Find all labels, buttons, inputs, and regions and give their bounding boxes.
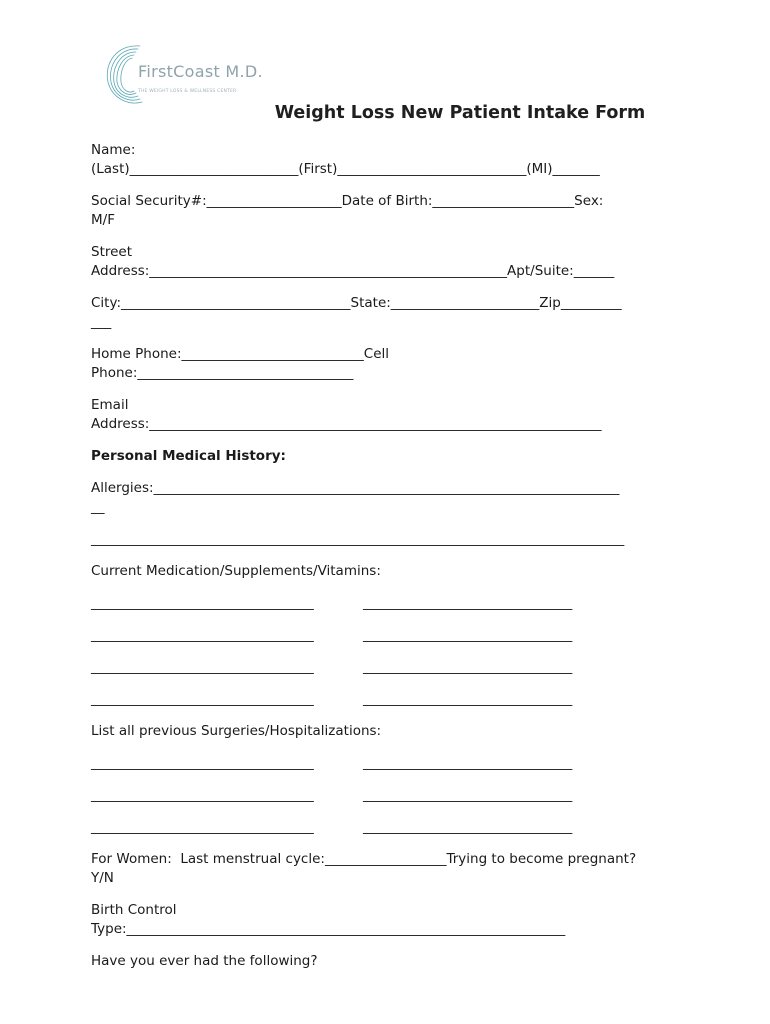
medication-blank[interactable]: _______________________________ bbox=[363, 659, 573, 675]
city-state-zip-field[interactable]: City:__________________________________State:______________________Zip_________ bbox=[91, 295, 622, 311]
logo-name: FirstCoast M.D. bbox=[138, 62, 263, 81]
surgery-row bbox=[91, 818, 691, 837]
surgery-blank[interactable]: _________________________________ bbox=[91, 819, 314, 835]
medication-row bbox=[91, 690, 691, 709]
form-title: Weight Loss New Patient Intake Form bbox=[274, 103, 646, 123]
medication-blank[interactable]: _______________________________ bbox=[363, 691, 573, 707]
logo-tagline: THE WEIGHT LOSS & WELLNESS CENTER bbox=[138, 89, 237, 94]
city-line-overflow: ___ bbox=[91, 314, 112, 330]
medication-blank[interactable]: _______________________________ bbox=[363, 627, 573, 643]
medication-row bbox=[91, 658, 691, 677]
medication-blank[interactable]: _________________________________ bbox=[91, 691, 314, 707]
firstcoast-logo bbox=[102, 42, 282, 108]
surgery-blank[interactable]: _______________________________ bbox=[363, 819, 573, 835]
pregnant-options: Y/N bbox=[91, 870, 114, 886]
medication-blank[interactable]: _________________________________ bbox=[91, 627, 314, 643]
surgery-blank[interactable]: _________________________________ bbox=[91, 755, 314, 771]
birth-control-label: Birth Control bbox=[91, 902, 177, 918]
medical-history-heading: Personal Medical History: bbox=[91, 448, 286, 464]
email-field[interactable]: Address:___________________________________________________________________ bbox=[91, 416, 602, 432]
allergies-blank-line[interactable]: _______________________________________________________________________________ bbox=[91, 531, 625, 547]
surgery-row bbox=[91, 786, 691, 805]
surgeries-label: List all previous Surgeries/Hospitalizations: bbox=[91, 723, 382, 739]
medication-blank[interactable]: _______________________________ bbox=[363, 595, 573, 611]
allergies-field[interactable]: Allergies:_____________________________________________________________________ bbox=[91, 480, 620, 496]
surgery-row bbox=[91, 754, 691, 773]
ssn-dob-sex-field[interactable]: Social Security#:____________________Date of Birth:_____________________Sex: bbox=[91, 193, 604, 209]
medication-row bbox=[91, 594, 691, 613]
cell-phone-field[interactable]: Phone:________________________________ bbox=[91, 365, 354, 381]
intake-form bbox=[91, 141, 691, 971]
medication-blank[interactable]: _________________________________ bbox=[91, 595, 314, 611]
birth-control-type-field[interactable]: Type:_________________________________________________________________ bbox=[91, 921, 566, 937]
sex-options: M/F bbox=[91, 212, 115, 228]
medications-label: Current Medication/Supplements/Vitamins: bbox=[91, 563, 381, 579]
name-label: Name: bbox=[91, 142, 136, 158]
home-phone-field[interactable]: Home Phone:___________________________Cell bbox=[91, 346, 390, 362]
medication-blank[interactable]: _________________________________ bbox=[91, 659, 314, 675]
name-field[interactable]: (Last)_________________________(First)____________________________(MI)_______ bbox=[91, 161, 600, 177]
email-label: Email bbox=[91, 397, 129, 413]
medication-row bbox=[91, 626, 691, 645]
street-label: Street bbox=[91, 244, 133, 260]
surgery-blank[interactable]: _______________________________ bbox=[363, 787, 573, 803]
allergies-line-overflow: __ bbox=[91, 499, 105, 515]
address-field[interactable]: Address:_____________________________________________________Apt/Suite:______ bbox=[91, 263, 615, 279]
following-question: Have you ever had the following? bbox=[91, 953, 318, 969]
menstrual-pregnancy-field[interactable]: For Women: Last menstrual cycle:__________________Trying to become pregnant? bbox=[91, 851, 637, 867]
surgery-blank[interactable]: _________________________________ bbox=[91, 787, 314, 803]
surgery-blank[interactable]: _______________________________ bbox=[363, 755, 573, 771]
